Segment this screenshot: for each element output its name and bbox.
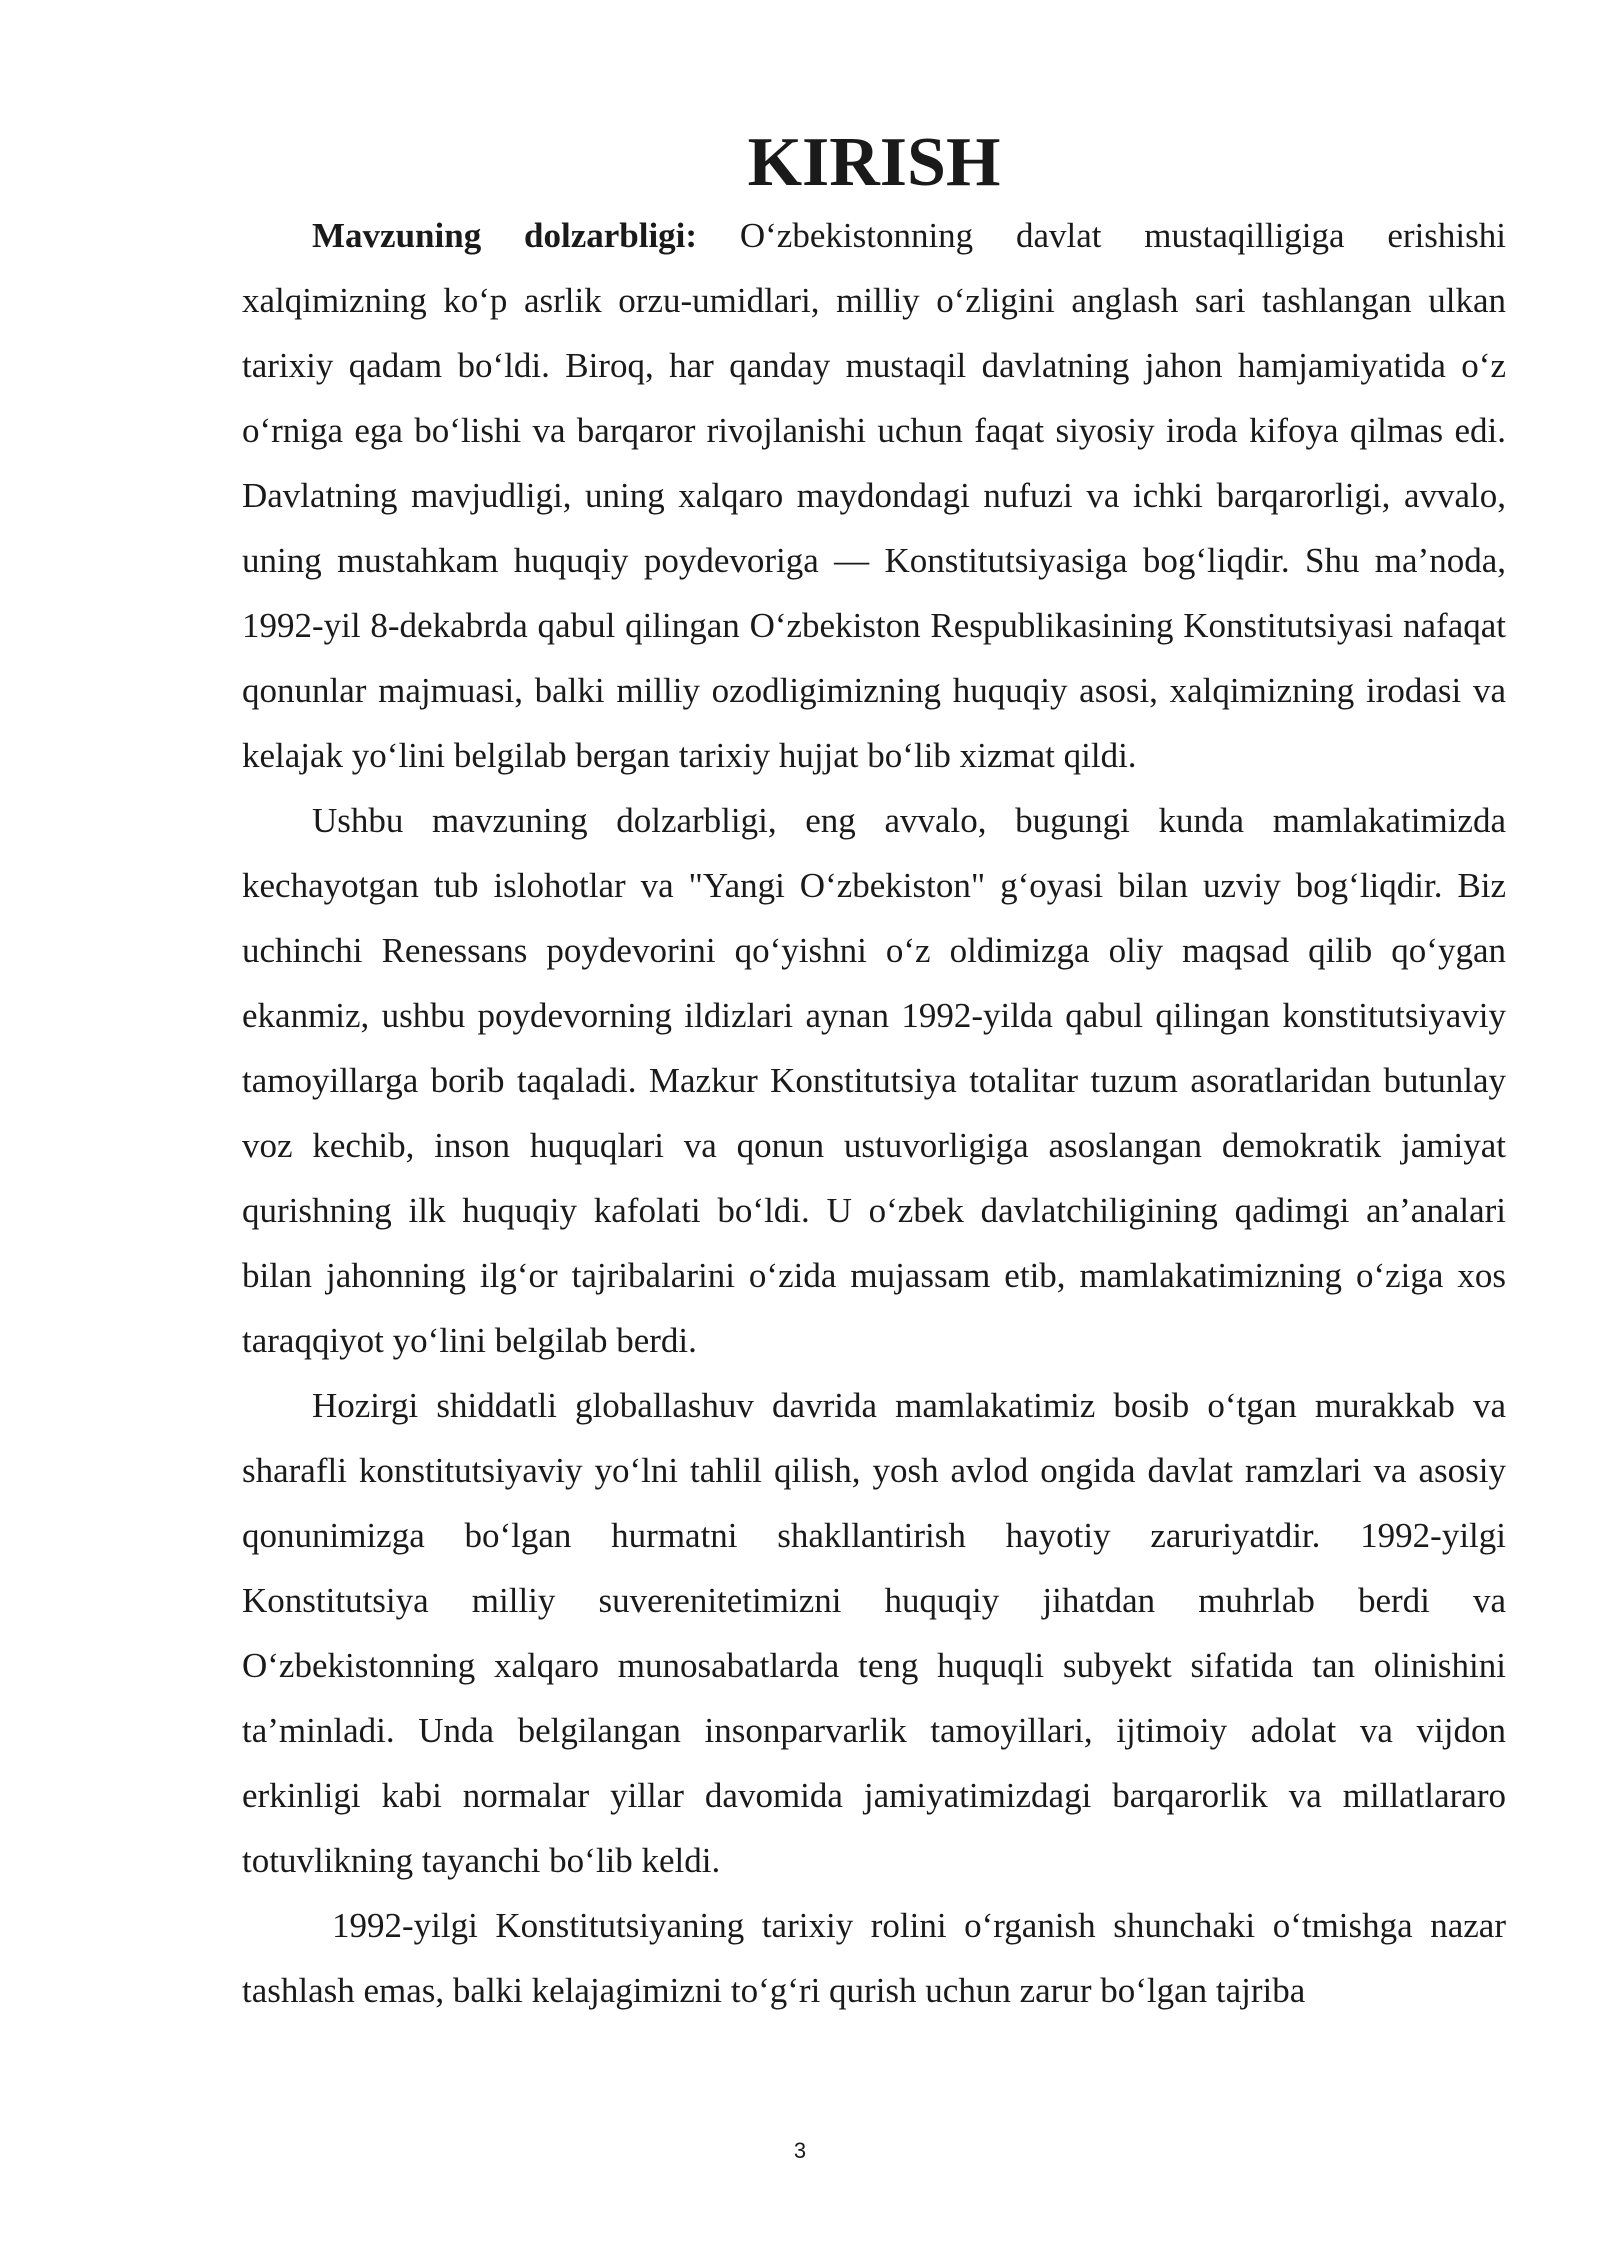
paragraph-lead: Mavzuning dolzarbligi: xyxy=(312,216,698,255)
page-title: KIRISH xyxy=(747,124,1001,201)
paragraph-relevance xyxy=(242,203,1506,788)
paragraph-historical-role: 1992-yilgi Konstitutsiyaning tarixiy rolini o‘rganish shunchaki o‘tmishga nazar tashlash emas, balki kelajagimizni to‘g‘ri qurish uchun zarur bo‘lgan tajriba xyxy=(242,1906,1506,2010)
paragraph-reforms: Ushbu mavzuning dolzarbligi, eng avvalo, bugungi kunda mamlakatimizda kechayotgan tub islohotlar va "Yangi O‘zbekiston" g‘oyasi bilan uzviy bog‘liqdir. Biz uchinchi Renessans poydevorini qo‘yishni o‘z oldimizga oliy maqsad qilib qo‘ygan ekanmiz, ushbu poydevorning ildizlari aynan 1992-yilda qabul qilingan konstitutsiyaviy tamoyillarga borib taqaladi. Mazkur Konstitutsiya totalitar tuzum asoratlaridan butunlay voz kechib, inson huquqlari va qonun ustuvorligiga asoslangan demokratik jamiyat qurishning ilk huquqiy kafolati bo‘ldi. U o‘zbek davlatchiligining qadimgi an’analari bilan jahonning ilg‘or tajribalarini o‘zida mujassam etib, mamlakatimizning o‘ziga xos taraqqiyot yo‘lini belgilab berdi. xyxy=(242,801,1506,1360)
page-content xyxy=(242,124,1506,2023)
paragraph-globalization: Hozirgi shiddatli globallashuv davrida mamlakatimiz bosib o‘tgan murakkab va sharafli konstitutsiyaviy yo‘lni tahlil qilish, yosh avlod ongida davlat ramzlari va asosiy qonunimizga bo‘lgan hurmatni shakllantirish hayotiy zaruriyatdir. 1992-yilgi Konstitutsiya milliy suverenitetimizni huquqiy jihatdan muhrlab berdi va O‘zbekistonning xalqaro munosabatlarda teng huquqli subyekt sifatida tan olinishini ta’minladi. Unda belgilangan insonparvarlik tamoyillari, ijtimoiy adolat va vijdon erkinligi kabi normalar yillar davomida jamiyatimizdagi barqarorlik va millatlararo totuvlikning tayanchi bo‘lib keldi. xyxy=(242,1386,1506,1880)
paragraph-text: O‘zbekistonning davlat mustaqilligiga erishishi xalqimizning ko‘p asrlik orzu-umidlari, milliy o‘zligini anglash sari tashlangan ulkan tarixiy qadam bo‘ldi. Biroq, har qanday mustaqil davlatning jahon hamjamiyatida o‘z o‘rniga ega bo‘lishi va barqaror rivojlanishi uchun faqat siyosiy iroda kifoya qilmas edi. Davlatning mavjudligi, uning xalqaro maydondagi nufuzi va ichki barqarorligi, avvalo, uning mustahkam huquqiy poydevoriga — Konstitutsiyasiga bog‘liqdir. Shu ma’noda, 1992-yil 8-dekabrda qabul qilingan O‘zbekiston Respublikasining Konstitutsiyasi nafaqat qonunlar majmuasi, balki milliy ozodligimizning huquqiy asosi, xalqimizning irodasi va kelajak yo‘lini belgilab bergan tarixiy hujjat bo‘lib xizmat qildi. xyxy=(242,216,1506,775)
page-number: 3 xyxy=(793,2138,807,2163)
